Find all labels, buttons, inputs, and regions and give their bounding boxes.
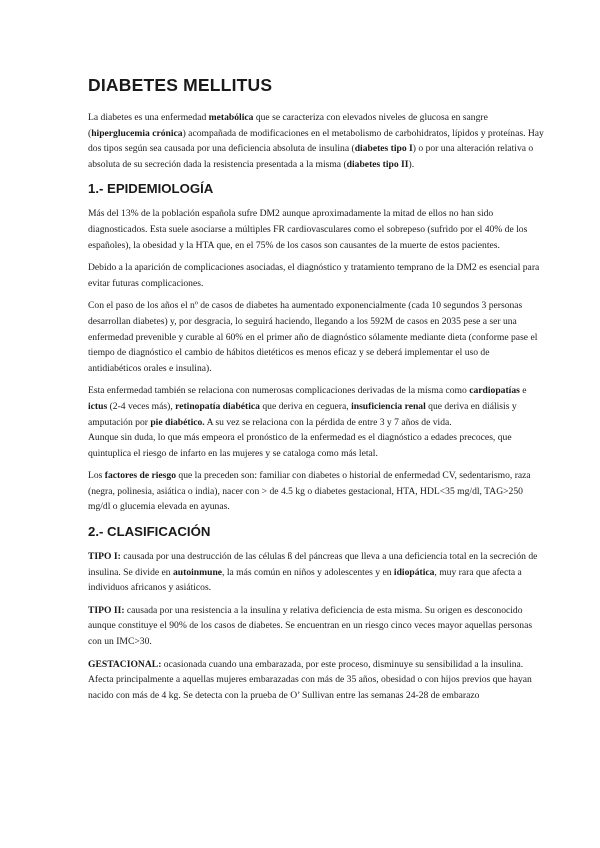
text-run: La diabetes es una enfermedad [88,112,209,123]
epidemiology-paragraph [88,430,544,461]
bold-term: idiopática [393,566,435,578]
bold-term: diabetes tipo I [354,143,413,155]
section-heading-clasificacion: 2.- CLASIFICACIÓN [88,524,211,540]
text-run: causada por una resistencia a la insulina y relativa deficiencia de esta misma. Su origen es desconocido aunque constituye el 90% de los casos de diabetes. Se encuentran en un riesgo cinco veces mayor aquellas personas con un IMC>30. [88,604,533,648]
bold-term: TIPO I: [88,551,121,563]
epidemiology-paragraph [88,298,544,376]
type-1-paragraph [88,549,544,596]
text-run: Con el paso de los años el nº de casos de diabetes ha aumentado exponencialmente (cada 10 segundos 3 personas desarrollan diabetes) y, por desgracia, lo seguirá haciendo, llegando a los 592M de casos en 2035 pese a ser una enfermedad prevenible y curable al 60% en el primer año de diagnóstico sólamente mediante dieta (conforme pase el tiempo de diagnóstico el cambio de hábitos dietéticos es menos eficaz y se deberá implementar el uso de antidiabéticos orales e insulina). [88,300,538,374]
text-run: Esta enfermedad también se relaciona con numerosas complicaciones derivadas de la misma como [88,385,470,397]
text-run: que se caracteriza con elevados niveles de glucosa en sangre ( [88,112,488,139]
text-run: Debido a la aparición de complicaciones asociadas, el diagnóstico y tratamiento temprano de la DM2 es esencial para evitar futuras complicaciones. [88,262,540,289]
bold-term: GESTACIONAL: [88,658,162,670]
section-heading-epidemiologia: 1.- EPIDEMIOLOGÍA [88,181,214,197]
text-run: que la preceden son: familiar con diabetes o historial de enfermedad CV, sedentarismo, raza (negra, polinesia, asiática o india), nacer con > de 4.5 kg o diabetes gestacional, HTA, HDL<35 mg/dl, TAG>250 mg/dl o glucemia elevada en ayunas. [88,470,531,513]
text-run: , muy rara que afecta a individuos africanos y asiáticos. [88,566,522,594]
text-run: ocasionada cuando una embarazada, por este proceso, disminuye su sensibilidad a la insulina. Afecta principalmente a aquellas mujeres embarazadas con más de 35 años, obesidad o con hijos previos que hayan nacido con más de 4 kg. Se detecta con la prueba de O’ Sullivan entre las semanas 24-28 de embarazo [88,658,532,701]
bold-term: ictus [88,400,108,412]
bold-term: retinopatía diabética [175,400,260,412]
gestational-paragraph [88,657,544,704]
text-run: Aunque sin duda, lo que más empeora el pronóstico de la enfermedad es el diagnóstico a edades precoces, que quintuplica el riesgo de infarto en las mujeres y se cataloga como más letal. [88,432,512,459]
intro-paragraph [88,110,544,172]
text-run: (2-4 veces más), [107,400,176,412]
text-run: que deriva en diálisis y amputación por [88,400,517,428]
text-run: , la más común en niños y adolescentes y en [222,566,394,578]
bold-term: diabetes tipo II [346,158,409,170]
text-run: Los [88,470,105,482]
document-title: DIABETES MELLITUS [88,75,273,95]
bold-term: autoinmune [173,566,223,578]
bold-term: cardiopatías [469,385,520,397]
text-run: ) o por una alteración relativa o absoluta de su secreción dada la resistencia presentada a la misma ( [88,143,534,170]
epidemiology-paragraph [88,206,544,253]
bold-term: pie diabético. [150,416,205,428]
text-run: ). [408,158,415,170]
type-2-paragraph [88,603,544,650]
bold-term: metabólica [208,112,254,123]
text-run: causada por una destrucción de las células ß del páncreas que lleva a una deficiencia total en la secreción de insulina. Se divide en [88,551,538,578]
text-run: Más del 13% de la población española sufre DM2 aunque aproximadamente la mitad de ellos no han sido diagnosticados. Esta suele asociarse a múltiples FR cardiovasculares como el sobrepeso (sufrido por el 40% de los españoles), la obesidad y la HTA que, en el 75% de los casos son causantes de la muerte de estos pacientes. [88,208,528,251]
bold-term: insuficiencia renal [351,400,426,412]
text-run: ) acompañada de modificaciones en el metabolismo de carbohidratos, lípidos y proteínas. Hay dos tipos según sea causada por una deficiencia absoluta de insulina ( [88,127,544,155]
text-run: que deriva en ceguera, [259,400,352,412]
text-run: e [519,385,527,397]
text-run: A su vez se relaciona con la pérdida de entre 3 y 7 años de vida. [204,416,452,428]
bold-term: TIPO II: [88,604,125,616]
bold-term: hiperglucemia crónica [91,127,183,139]
risk-factors-paragraph [88,468,544,515]
epidemiology-paragraph [88,260,544,291]
bold-term: factores de riesgo [104,470,177,482]
epidemiology-paragraph [88,383,544,430]
